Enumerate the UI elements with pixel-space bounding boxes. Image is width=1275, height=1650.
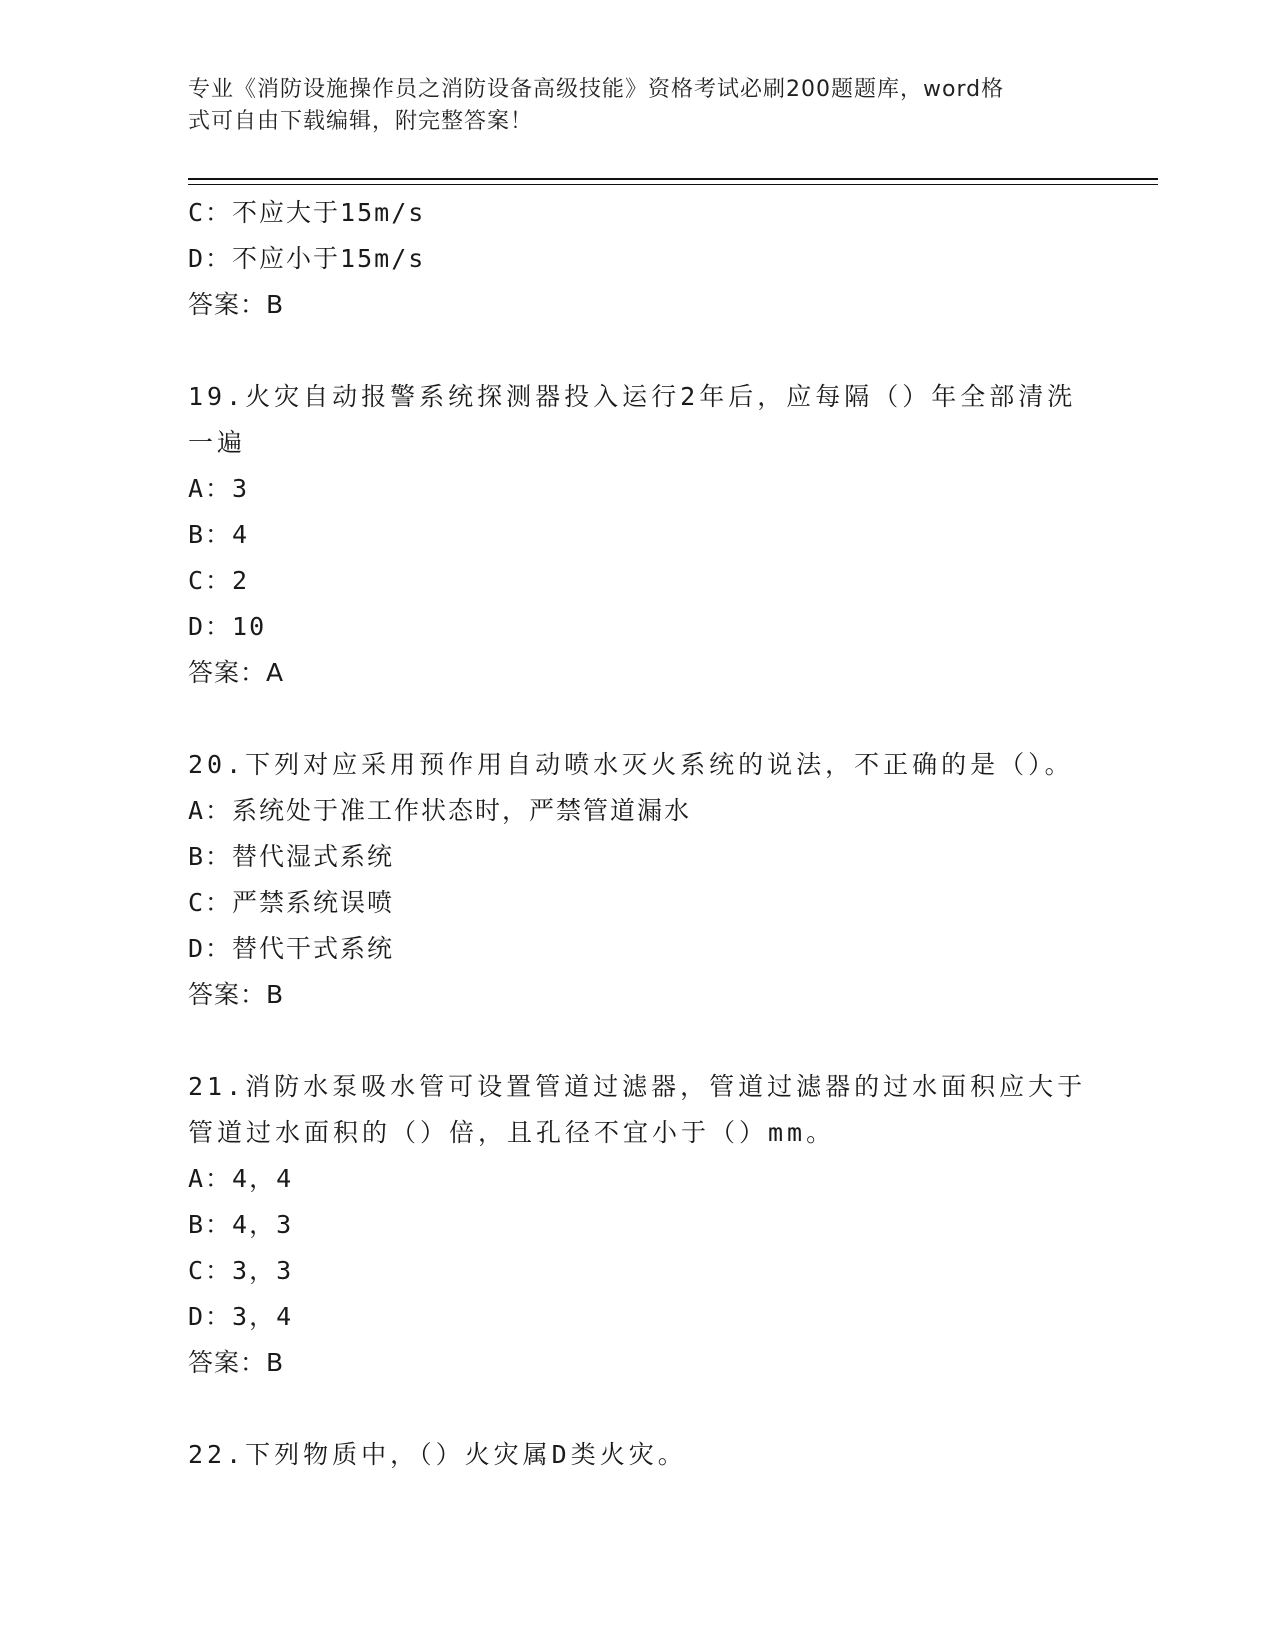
option-c: C：严禁系统误喷 bbox=[188, 888, 395, 917]
option-c: C：不应大于15m/s bbox=[188, 198, 426, 227]
question-19 bbox=[188, 374, 1088, 696]
question-text: 22.下列物质中，（）火灾属D类火灾。 bbox=[188, 1440, 687, 1469]
question-text-continued: 一遍 bbox=[188, 428, 247, 457]
question-22 bbox=[188, 1432, 1088, 1478]
option-d: D：3，4 bbox=[188, 1302, 294, 1331]
header-divider-thin bbox=[188, 184, 1158, 185]
option-c: C：3，3 bbox=[188, 1256, 294, 1285]
spacer bbox=[188, 696, 1088, 742]
spacer bbox=[188, 1386, 1088, 1432]
answer-line: 答案：B bbox=[188, 980, 285, 1009]
option-b: B：替代湿式系统 bbox=[188, 842, 395, 871]
question-text: 21.消防水泵吸水管可设置管道过滤器，管道过滤器的过水面积应大于 bbox=[188, 1072, 1087, 1101]
option-c: C：2 bbox=[188, 566, 250, 595]
question-text: 20.下列对应采用预作用自动喷水灭火系统的说法，不正确的是（）。 bbox=[188, 750, 1074, 779]
option-a: A：4，4 bbox=[188, 1164, 294, 1193]
option-a: A：系统处于准工作状态时，严禁管道漏水 bbox=[188, 796, 692, 825]
question-20 bbox=[188, 742, 1088, 1018]
option-b: B：4 bbox=[188, 520, 250, 549]
header-line-1: 专业《消防设施操作员之消防设备高级技能》资格考试必刷200题题库，word格 bbox=[188, 77, 1005, 102]
option-b: B：4，3 bbox=[188, 1210, 294, 1239]
question-21 bbox=[188, 1064, 1088, 1386]
question-text-continued: 管道过水面积的（）倍，且孔径不宜小于（）mm。 bbox=[188, 1118, 836, 1147]
option-d: D：替代干式系统 bbox=[188, 934, 395, 963]
header-line-2: 式可自由下载编辑，附完整答案！ bbox=[188, 109, 534, 134]
option-a: A：3 bbox=[188, 474, 250, 503]
option-d: D：10 bbox=[188, 612, 267, 641]
option-d: D：不应小于15m/s bbox=[188, 244, 426, 273]
question-text: 19.火灾自动报警系统探测器投入运行2年后，应每隔（）年全部清洗 bbox=[188, 382, 1077, 411]
spacer bbox=[188, 1018, 1088, 1064]
answer-line: 答案：A bbox=[188, 658, 285, 687]
spacer bbox=[188, 328, 1088, 374]
question-18-tail bbox=[188, 190, 1088, 328]
answer-line: 答案：B bbox=[188, 1348, 285, 1377]
question-list bbox=[188, 190, 1088, 1478]
header-divider-thick bbox=[188, 178, 1158, 180]
answer-line: 答案：B bbox=[188, 290, 285, 319]
document-header bbox=[188, 74, 1068, 138]
